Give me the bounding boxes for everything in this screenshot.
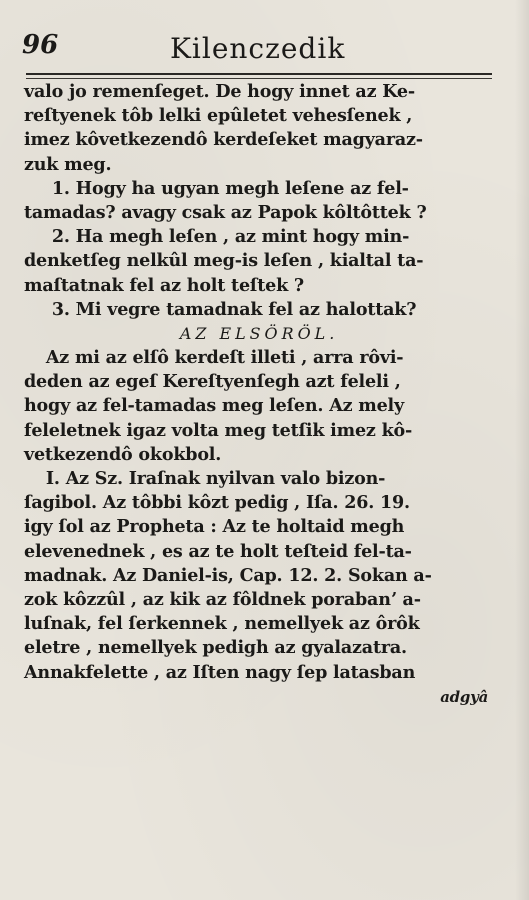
header-rule-thin [26, 78, 492, 79]
page-number: 96 [22, 30, 59, 60]
text-line: luſnak, fel ſerkennek , nemellyek az ôrôk [24, 613, 420, 635]
text-line: denketſeg nelkûl meg-is leſen , kialtal ta- [24, 250, 424, 272]
text-line: imez kôvetkezendô kerdeſeket magyaraz- [24, 129, 423, 151]
header-rule [26, 73, 492, 75]
page-header [22, 30, 492, 70]
text-line: reſtyenek tôb lelki epûletet vehesſenek , [24, 105, 413, 127]
question-2: 2. Ha megh leſen , az mint hogy min- [51, 226, 410, 248]
text-line: tamadas? avagy csak az Papok kôltôttek ? [24, 201, 427, 223]
question-3: 3. Mi vegre tamadnak fel az halottak? [51, 298, 417, 320]
text-line: vetkezendô okokbol. [24, 443, 222, 465]
text-line: madnak. Az Daniel-is, Cap. 12. 2. Sokan a- [24, 564, 432, 586]
catchword: adgyâ [440, 687, 489, 706]
text-line: igy ſol az Propheta : Az te holtaid megh [24, 516, 405, 538]
point-1: I. Az Sz. Iraſnak nyilvan valo bizon- [45, 468, 386, 489]
page-body [24, 80, 496, 709]
text-line: eletre , nemellyek pedigh az gyalazatra. [24, 637, 407, 659]
text-line: Annakfelette , az Iſten nagy ſep latasban [24, 661, 416, 683]
text-line: ſagibol. Az tôbbi kôzt pedig , Iſa. 26. 19. [24, 492, 410, 514]
running-title: Kilenczedik [170, 32, 346, 65]
paragraph-start: Az mi az elſô kerdeſt illeti , arra rôvi- [45, 347, 404, 369]
text-line: valo jo remenſeget. De hogy innet az Ke- [24, 81, 415, 102]
text-line: maſtatnak fel az holt teſtek ? [24, 274, 305, 296]
text-line: feleletnek igaz volta meg tetſik imez kô- [24, 419, 413, 441]
text-line: deden az egeſ Kereſtyenſegh azt feleli , [24, 371, 401, 393]
section-heading: AZ ELSÖRÖL. [179, 323, 339, 343]
text-line: elevenednek , es az te holt teſteid fel-ta- [24, 540, 412, 562]
text-line: hogy az fel-tamadas meg leſen. Az mely [24, 395, 405, 417]
question-1: 1. Hogy ha ugyan megh leſene az fel- [51, 177, 409, 199]
text-line: zok kôzzûl , az kik az fôldnek porabanʼ a- [24, 588, 421, 610]
text-line: zuk meg. [24, 153, 112, 175]
